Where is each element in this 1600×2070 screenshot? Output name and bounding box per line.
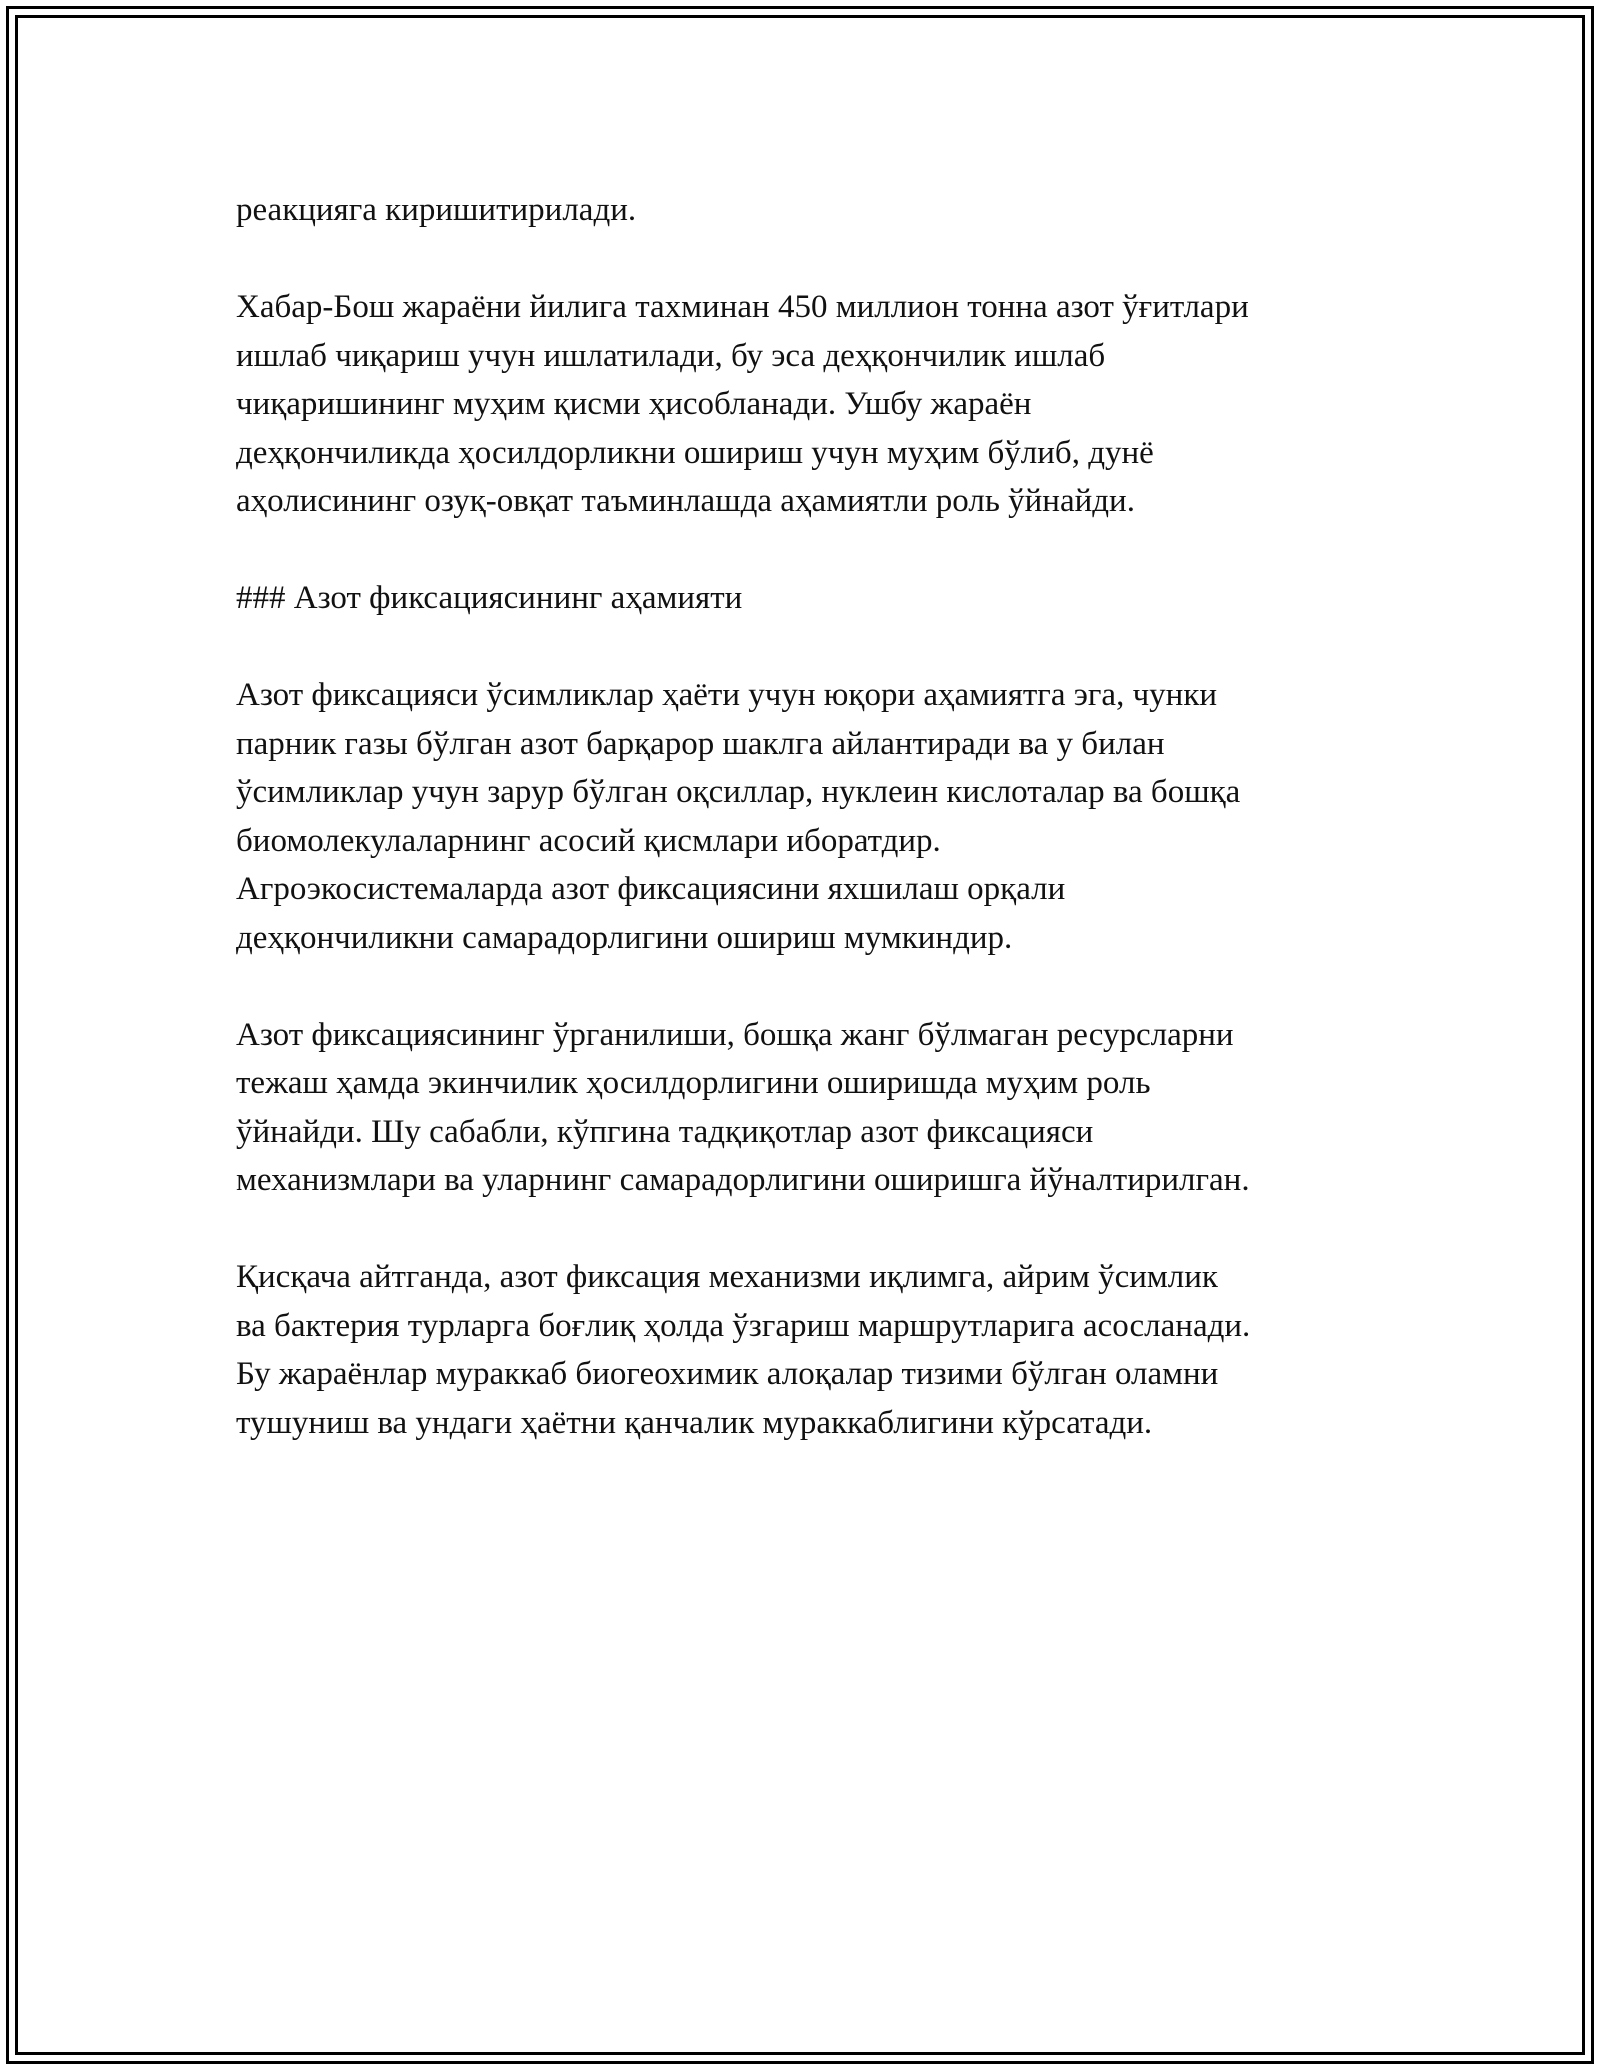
section-heading (236, 574, 1386, 623)
text-line: механизмлари ва уларнинг самарадорлигини оширишга йўналтирилган. (236, 1162, 1250, 1198)
paragraph-study (236, 1011, 1386, 1205)
text-line: тежаш ҳамда экинчилик ҳосилдорлигини оширишда муҳим роль (236, 1065, 1151, 1101)
text-line: Бу жараёнлар мураккаб биогеохимик алоқалар тизими бўлган оламни (236, 1356, 1219, 1392)
text-line: чиқаришининг муҳим қисми ҳисобланади. Ушбу жараён (236, 386, 1032, 422)
text-line: ўсимликлар учун зарур бўлган оқсиллар, нуклеин кислоталар ва бошқа (236, 774, 1241, 810)
text-line: деҳқончиликда ҳосилдорликни ошириш учун муҳим бўлиб, дунё (236, 434, 1154, 471)
text-line: реакцияга киришитирилади. (236, 192, 637, 228)
paragraph-haber-bosch (236, 283, 1386, 526)
paragraph-importance (236, 671, 1386, 962)
paragraph-summary (236, 1253, 1386, 1447)
text-line: Хабар-Бош жараёни йилига тахминан 450 миллион тонна азот ўғитлари (236, 289, 1249, 325)
text-line: ўйнайди. Шу сабабли, кўпгина тадқиқотлар азот фиксацияси (236, 1113, 1094, 1150)
text-line: парник газы бўлган азот барқарор шаклга айлантиради ва у билан (236, 725, 1165, 762)
text-line: Азот фиксациясининг ўрганилиши, бошқа жанг бўлмаган ресурсларни (236, 1016, 1234, 1053)
text-line: Қисқача айтганда, азот фиксация механизми иқлимга, айрим ўсимлик (236, 1259, 1218, 1295)
text-line: Азот фиксацияси ўсимликлар ҳаёти учун юқори аҳамиятга эга, чунки (236, 677, 1218, 713)
text-line: тушуниш ва ундаги ҳаётни қанчалик мураккаблигини кўрсатади. (236, 1404, 1153, 1441)
text-line: деҳқончиликни самарадорлигини ошириш мумкиндир. (236, 919, 1013, 956)
document-body (236, 186, 1386, 1496)
text-line: Агроэкосистемаларда азот фиксациясини яхшилаш орқали (236, 871, 1066, 907)
text-line: биомолекулаларнинг асосий қисмлари иборатдир. (236, 822, 941, 859)
text-line: ва бактерия турларга боғлиқ ҳолда ўзгариш маршрутларига асосланади. (236, 1307, 1251, 1344)
text-line: ишлаб чиқариш учун ишлатилади, бу эса деҳқончилик ишлаб (236, 337, 1106, 374)
heading-text: ### Азот фиксациясининг аҳамияти (236, 580, 743, 616)
text-line: аҳолисининг озуқ-овқат таъминлашда аҳамиятли роль ўйнайди. (236, 483, 1135, 519)
paragraph-continuation (236, 186, 1386, 235)
